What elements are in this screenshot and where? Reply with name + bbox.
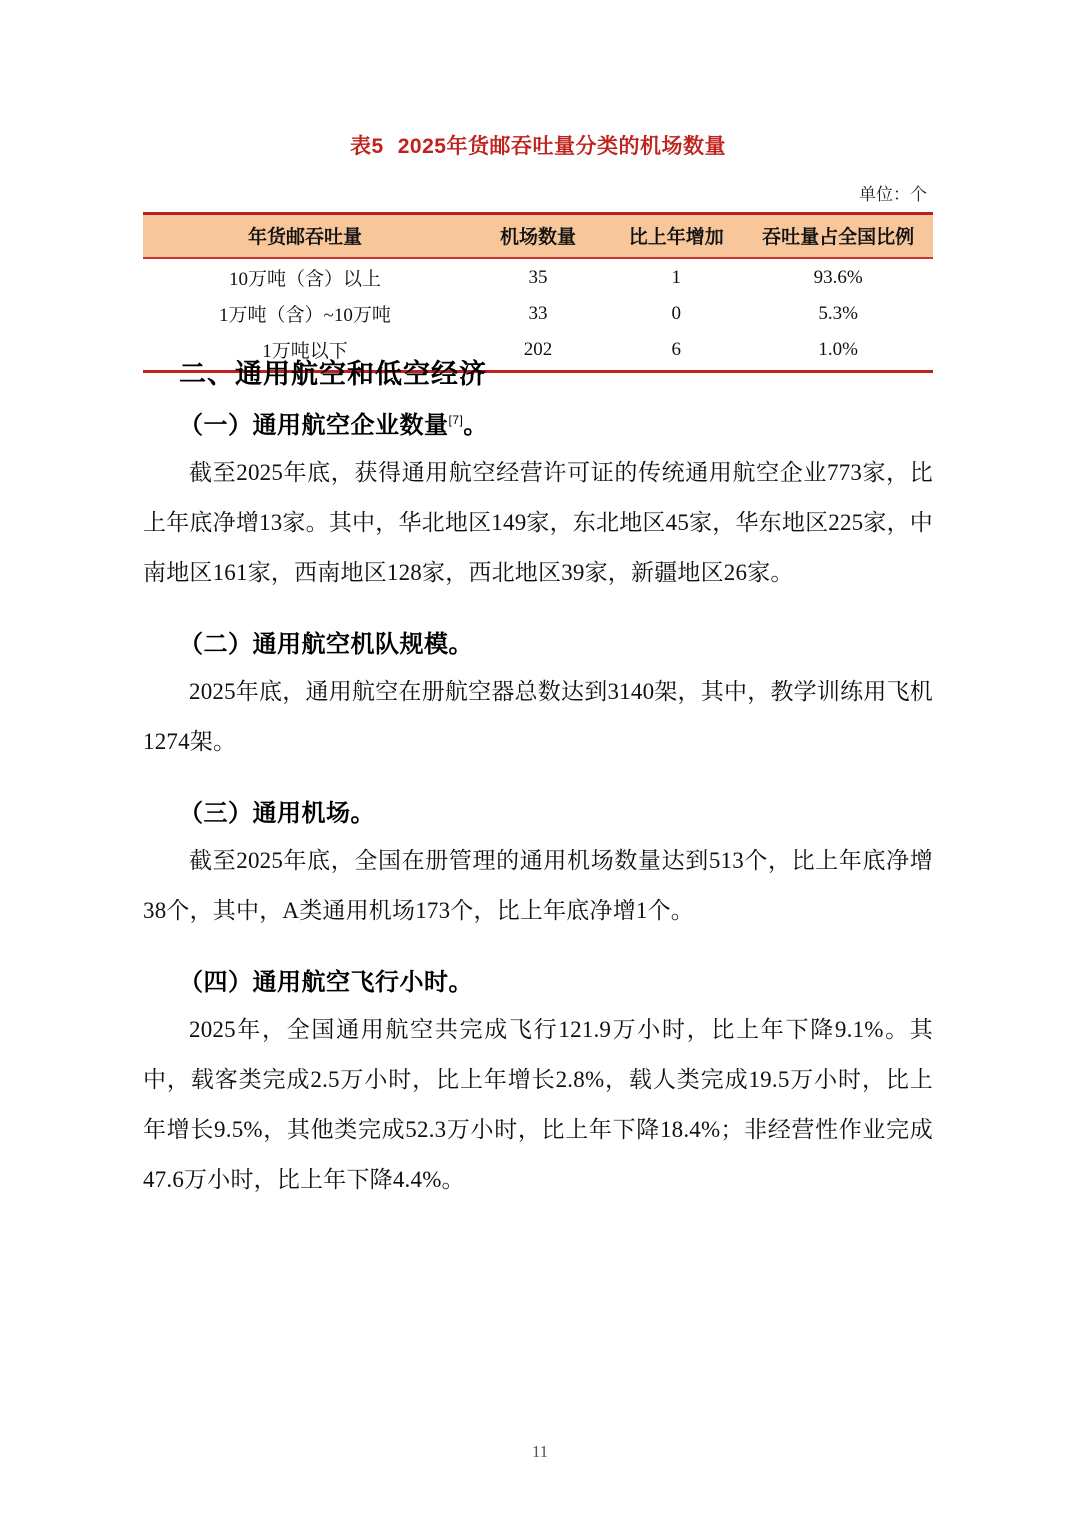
cell-share: 5.3% — [818, 302, 858, 324]
cell-category: 10万吨（含）以上 — [228, 269, 381, 290]
table-caption — [143, 130, 933, 160]
paragraph-spacer — [143, 769, 933, 779]
subsection-heading-2: （二）通用航空机队规模。 — [179, 631, 473, 658]
airport-cargo-table — [143, 212, 933, 373]
paragraph-fleet-size: 2025年底，通用航空在册航空器总数达到3140架，其中，教学训练用飞机1274架。 — [143, 679, 933, 754]
cell-share: 93.6% — [813, 266, 863, 288]
subsection-1-title: （一）通用航空企业数量 — [179, 412, 449, 439]
cell-airport-count: 202 — [467, 331, 609, 372]
table-label: 表5 — [350, 135, 384, 158]
cell-increase: 6 — [609, 331, 743, 372]
column-header-category: 年货邮吞吐量 — [143, 214, 467, 259]
cell-increase: 1 — [671, 266, 681, 288]
table-block — [143, 130, 933, 373]
subsection-heading-1 — [143, 405, 933, 440]
cell-increase: 0 — [671, 302, 681, 324]
table-row — [143, 258, 933, 295]
table-title-text: 2025年货邮吞吐量分类的机场数量 — [397, 135, 726, 158]
cell-airport-count: 35 — [528, 266, 548, 288]
column-header-airport-count: 机场数量 — [467, 214, 609, 259]
table-row — [143, 295, 933, 331]
subsection-heading-3: （三）通用机场。 — [179, 800, 375, 827]
column-header-increase: 比上年增加 — [609, 214, 743, 259]
subsection-heading-4: （四）通用航空飞行小时。 — [179, 969, 473, 996]
subsection-1-period: 。 — [463, 412, 488, 439]
paragraph-general-airports: 截至2025年底，全国在册管理的通用机场数量达到513个，比上年底净增38个，其中，A类通用机场173个，比上年底净增1个。 — [143, 848, 933, 923]
footnote-marker-7: [7] — [448, 413, 464, 427]
paragraph-spacer — [143, 938, 933, 948]
column-header-share: 吞吐量占全国比例 — [743, 214, 933, 259]
paragraph-spacer — [143, 600, 933, 610]
page-number: 11 — [531, 1442, 549, 1461]
body-content — [143, 352, 933, 1207]
cell-category: 1万吨以下 — [143, 331, 467, 372]
cell-share: 1.0% — [743, 331, 933, 372]
paragraph-general-aviation-enterprises: 截至2025年底，获得通用航空经营许可证的传统通用航空企业773家，比上年底净增13家。其中，华北地区149家，东北地区45家，华东地区225家，中南地区161家，西南地区128家，西北地区39家，新疆地区26家。 — [143, 460, 933, 585]
table-unit-note: 单位：个 — [859, 185, 927, 204]
paragraph-flight-hours: 2025年，全国通用航空共完成飞行121.9万小时，比上年下降9.1%。其中，载客类完成2.5万小时，比上年增长2.8%，载人类完成19.5万小时，比上年增长9.5%，其他类完成52.3万小时，比上年下降18.4%；非经营性作业完成47.6万小时，比上年下降4.4%。 — [143, 1017, 933, 1192]
table-header-row — [143, 214, 933, 259]
section-heading: 二、通用航空和低空经济 — [179, 359, 487, 389]
cell-category: 1万吨（含）~10万吨 — [219, 305, 391, 326]
cell-airport-count: 33 — [528, 302, 548, 324]
